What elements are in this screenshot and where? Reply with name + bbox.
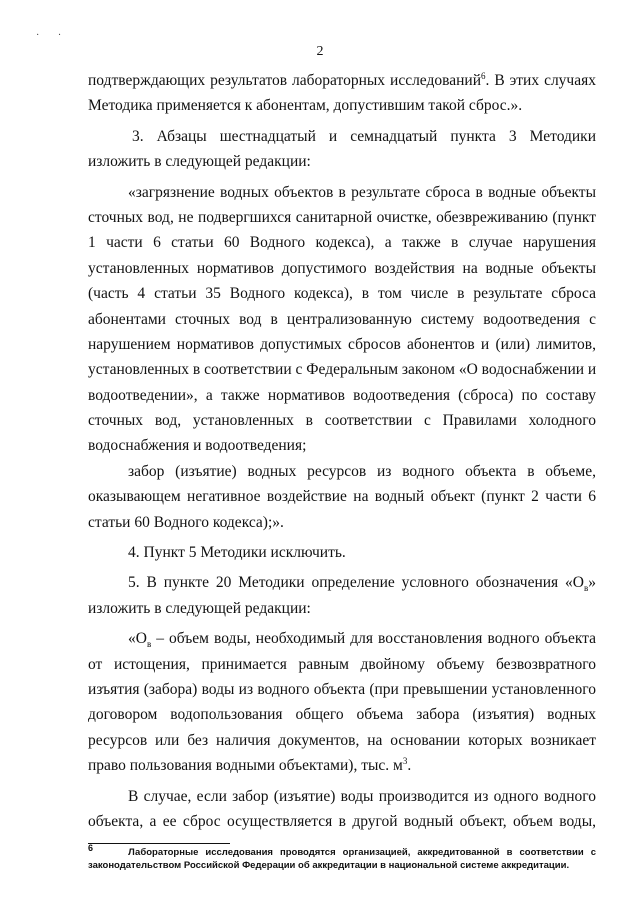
footnote-divider bbox=[88, 843, 230, 844]
text-line: сточных вод, установленных в соответствии с Правилами холодного bbox=[88, 412, 596, 430]
text-line: от истощения, принимается равным двойному объему безвозвратного bbox=[88, 655, 596, 673]
text-line: (часть 4 статьи 35 Водного кодекса), в том числе в результате сброса bbox=[88, 285, 596, 303]
text-line: изложить в следующей редакции: bbox=[88, 599, 311, 617]
text-line: водоотведении», а также нормативов водоотведения (сброса) по составу bbox=[88, 386, 596, 404]
text-line: 3. Абзацы шестнадцатый и семнадцатый пункта 3 Методики bbox=[132, 127, 596, 145]
paragraph-item-4 bbox=[88, 540, 596, 565]
text-line: 5. В пункте 20 Методики определение условного обозначения «$О_в$» bbox=[128, 574, 596, 594]
text-line: нарушением нормативов допустимых сбросов абонентов и (или) лимитов, bbox=[88, 335, 596, 353]
footnote bbox=[88, 842, 596, 872]
text-line: объекта, а ее сброс осуществляется в другой водный объект, объем воды, bbox=[88, 812, 596, 830]
text-line: сточных вод, не подвергшихся санитарной очистке, обезвреживанию (пункт bbox=[88, 208, 596, 226]
text-line: «загрязнение водных объектов в результате сброса в водные объекты bbox=[128, 183, 596, 201]
text-line: 4. Пункт 5 Методики исключить. bbox=[128, 544, 346, 562]
paragraph-item-3 bbox=[88, 124, 596, 175]
paragraph-item-5 bbox=[88, 570, 596, 621]
footnote-line: законодательством Российской Федерации об аккредитации в национальной системе аккредитации. bbox=[88, 859, 570, 871]
text-line: 1 части 6 статьи 60 Водного кодекса), а также в случае нарушения bbox=[88, 234, 596, 252]
text-line: право пользования водными объектами), тыс. $м^3$. bbox=[88, 756, 412, 775]
text-line: В случае, если забор (изъятие) воды производится из одного водного bbox=[128, 787, 596, 805]
text-line: подтверждающих результатов лабораторных исследований$^6$. В этих случаях bbox=[88, 70, 596, 89]
text-line: установленных нормативов допустимого воздействия на водные объекты bbox=[88, 259, 596, 277]
text-line: изъятия (забора) воды из водного объекта (при превышении установленного bbox=[88, 680, 596, 698]
text-line: статьи 60 Водного кодекса);». bbox=[88, 513, 284, 531]
text-line: «$О_в$ – объем воды, необходимый для восстановления водного объекта bbox=[128, 630, 596, 650]
paragraph-quote-pollution bbox=[88, 180, 596, 459]
footnote-line: $^6$ Лабораторные исследования проводятся организацией, аккредитованной в соответствии с bbox=[88, 842, 596, 858]
paragraph-case bbox=[88, 784, 596, 835]
text-line: водоснабжения и водоотведения; bbox=[88, 437, 307, 455]
text-line: оказывающем негативное воздействие на водный объект (пункт 2 части 6 bbox=[88, 488, 596, 506]
text-line: ресурсов или без наличия документов, на основании которых возникает bbox=[88, 731, 596, 749]
paragraph-continuation bbox=[88, 68, 596, 119]
text-line: абонентами сточных вод в централизованную систему водоотведения с bbox=[88, 310, 596, 328]
text-line: изложить в следующей редакции: bbox=[88, 153, 311, 171]
text-line: забор (изъятие) водных ресурсов из водного объекта в объеме, bbox=[128, 462, 596, 480]
paragraph-quote-volume bbox=[88, 626, 596, 778]
page-number: 2 bbox=[316, 44, 324, 59]
paragraph-quote-withdrawal bbox=[88, 459, 596, 535]
text-line: установленных в соответствии с Федеральным законом «О водоснабжении и bbox=[88, 361, 596, 379]
scan-marks: · · bbox=[36, 30, 70, 41]
footnote-ref: 6 bbox=[481, 70, 486, 81]
text-line: Методика применяется к абонентам, допустившим такой сброс.». bbox=[88, 97, 523, 115]
footnote-marker: 6 bbox=[88, 842, 94, 853]
document-body bbox=[88, 68, 596, 834]
text-line: договором водопользования общего объема забора (изъятия) водных bbox=[88, 706, 596, 724]
